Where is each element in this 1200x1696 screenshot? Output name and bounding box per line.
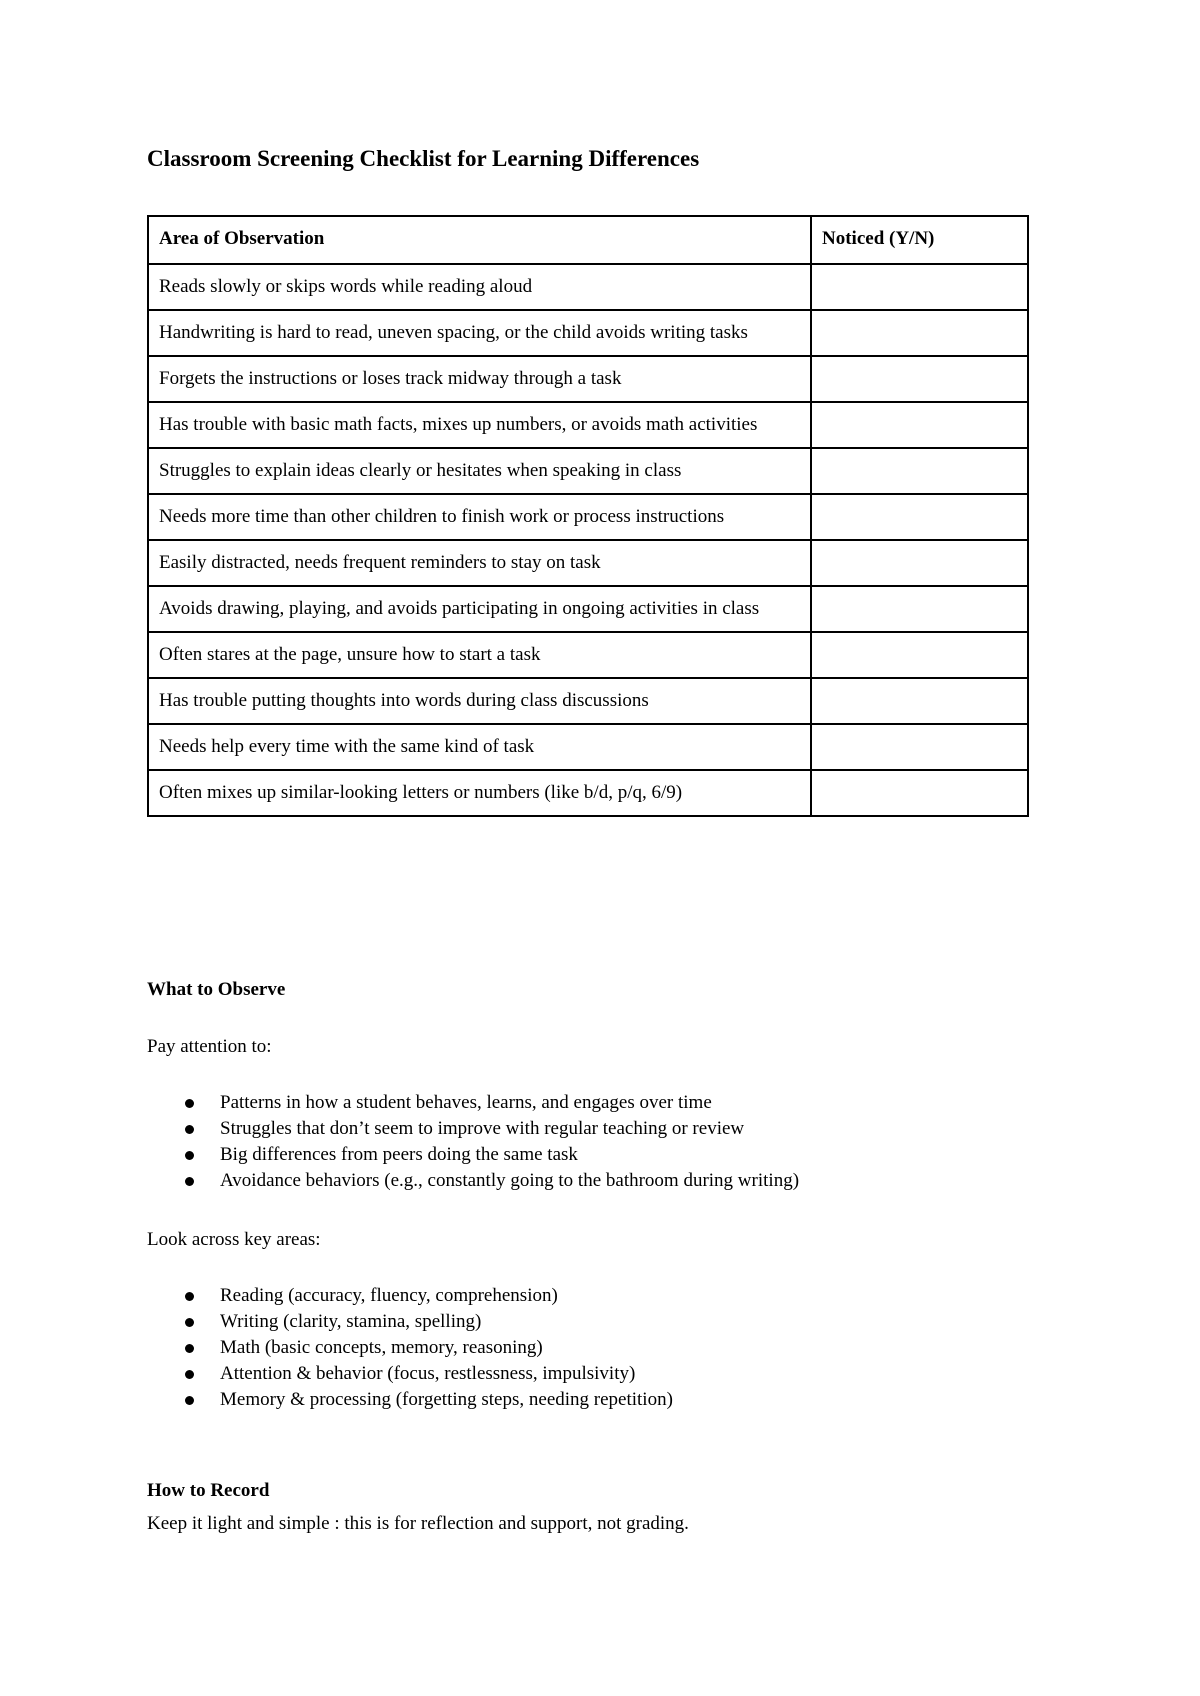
noticed-cell[interactable] [811, 356, 1028, 402]
noticed-cell[interactable] [811, 586, 1028, 632]
noticed-cell[interactable] [811, 678, 1028, 724]
bullet-icon [185, 1151, 194, 1160]
list-item-text: Struggles that don’t seem to improve with regular teaching or review [220, 1118, 745, 1139]
observation-cell: Easily distracted, needs frequent reminders to stay on task [148, 540, 811, 586]
observation-list [147, 1090, 799, 1194]
table-row [148, 632, 1028, 678]
noticed-cell[interactable] [811, 724, 1028, 770]
observation-cell: Has trouble putting thoughts into words during class discussions [148, 678, 811, 724]
noticed-cell[interactable] [811, 770, 1028, 816]
table-row [148, 448, 1028, 494]
key-areas-list [147, 1283, 673, 1413]
noticed-cell[interactable] [811, 402, 1028, 448]
bullet-icon [185, 1370, 194, 1379]
bullet-icon [185, 1125, 194, 1134]
bullet-icon [185, 1177, 194, 1186]
header-noticed: Noticed (Y/N) [811, 216, 1028, 264]
table-row [148, 494, 1028, 540]
table-row [148, 724, 1028, 770]
list-item-text: Patterns in how a student behaves, learns, and engages over time [220, 1092, 712, 1113]
table-row [148, 540, 1028, 586]
observation-cell: Forgets the instructions or loses track midway through a task [148, 356, 811, 402]
what-to-observe-heading: What to Observe [147, 979, 286, 1000]
header-area-of-observation: Area of Observation [148, 216, 811, 264]
noticed-cell[interactable] [811, 448, 1028, 494]
observation-cell: Handwriting is hard to read, uneven spacing, or the child avoids writing tasks [148, 310, 811, 356]
table-row [148, 356, 1028, 402]
observation-cell: Needs help every time with the same kind of task [148, 724, 811, 770]
list-item [147, 1361, 673, 1387]
list-item [147, 1309, 673, 1335]
bullet-icon [185, 1396, 194, 1405]
list-item-text: Memory & processing (forgetting steps, needing repetition) [220, 1389, 673, 1410]
list-item [147, 1387, 673, 1413]
key-areas-intro: Look across key areas: [147, 1229, 321, 1250]
observation-cell: Needs more time than other children to finish work or process instructions [148, 494, 811, 540]
table-row [148, 770, 1028, 816]
observation-cell: Often stares at the page, unsure how to start a task [148, 632, 811, 678]
noticed-cell[interactable] [811, 632, 1028, 678]
list-item-text: Writing (clarity, stamina, spelling) [220, 1311, 482, 1332]
list-item [147, 1090, 799, 1116]
list-item [147, 1168, 799, 1194]
list-item [147, 1116, 799, 1142]
table-row [148, 264, 1028, 310]
page-title: Classroom Screening Checklist for Learning Differences [147, 146, 700, 171]
noticed-cell[interactable] [811, 264, 1028, 310]
bullet-icon [185, 1318, 194, 1327]
table-row [148, 586, 1028, 632]
list-item-text: Reading (accuracy, fluency, comprehension) [220, 1285, 558, 1306]
bullet-icon [185, 1292, 194, 1301]
list-item [147, 1335, 673, 1361]
pay-attention-intro: Pay attention to: [147, 1036, 272, 1057]
how-to-record-text: Keep it light and simple : this is for reflection and support, not grading. [147, 1513, 689, 1534]
list-item-text: Attention & behavior (focus, restlessness, impulsivity) [220, 1363, 636, 1384]
table-header-row [148, 216, 1028, 264]
list-item [147, 1283, 673, 1309]
list-item-text: Big differences from peers doing the same task [220, 1144, 578, 1165]
bullet-icon [185, 1344, 194, 1353]
list-item [147, 1142, 799, 1168]
list-item-text: Avoidance behaviors (e.g., constantly going to the bathroom during writing) [220, 1170, 800, 1191]
table-row [148, 402, 1028, 448]
table-row [148, 310, 1028, 356]
noticed-cell[interactable] [811, 494, 1028, 540]
how-to-record-heading: How to Record [147, 1480, 270, 1501]
table-row [148, 678, 1028, 724]
noticed-cell[interactable] [811, 310, 1028, 356]
observation-cell: Struggles to explain ideas clearly or hesitates when speaking in class [148, 448, 811, 494]
bullet-icon [185, 1099, 194, 1108]
observation-cell: Has trouble with basic math facts, mixes up numbers, or avoids math activities [148, 402, 811, 448]
observation-cell: Avoids drawing, playing, and avoids participating in ongoing activities in class [148, 586, 811, 632]
screening-checklist-table [147, 215, 1029, 817]
observation-cell: Reads slowly or skips words while reading aloud [148, 264, 811, 310]
observation-cell: Often mixes up similar-looking letters or numbers (like b/d, p/q, 6/9) [148, 770, 811, 816]
noticed-cell[interactable] [811, 540, 1028, 586]
list-item-text: Math (basic concepts, memory, reasoning) [220, 1337, 543, 1358]
